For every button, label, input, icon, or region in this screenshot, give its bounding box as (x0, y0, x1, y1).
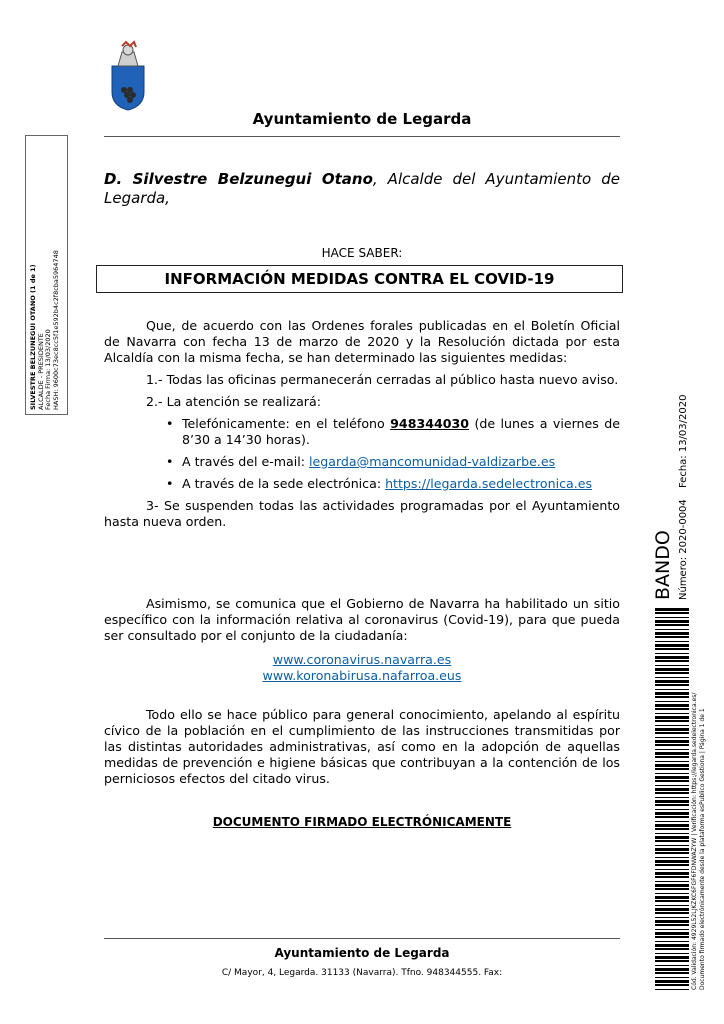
paragraph-4: 3- Se suspenden todas las actividades programadas por el Ayuntamiento hasta nueva orden. (104, 498, 620, 529)
paragraph-1: Que, de acuerdo con las Ordenes forales publicadas en el Boletín Oficial de Navarra con fecha 13 de marzo de 2020 y la Resolución dictada por esta Alcaldía con la misma fecha, se han determinado las siguientes medidas: (104, 318, 620, 365)
barcode-bar (655, 740, 689, 743)
koronabirusa-link[interactable]: www.koronabirusa.nafarroa.eus (262, 668, 462, 683)
header-title: Ayuntamiento de Legarda (252, 110, 472, 128)
barcode-bar (655, 936, 689, 938)
barcode-bar (655, 917, 689, 918)
bullet-sede-text: A través de la sede electrónica: (182, 476, 386, 491)
signer-name: SILVESTRE BELZUNEGUI OTANO (1 de 1) (29, 264, 37, 410)
barcode-bar (655, 821, 689, 822)
barcode-bar (655, 620, 689, 623)
barcode-bar (655, 744, 689, 746)
barcode-bar (655, 612, 689, 614)
barcode-bar (655, 944, 689, 947)
barcode-bar (655, 833, 689, 834)
barcode-bar (655, 749, 689, 750)
barcode-bar (655, 852, 689, 854)
barcode-bar (655, 780, 689, 782)
barcode-bar (655, 948, 689, 950)
paragraph-3: 2.- La atención se realizará: (146, 394, 321, 409)
barcode-bar (655, 812, 689, 815)
barcode-bar (655, 641, 689, 642)
footer-divider (104, 938, 620, 939)
barcode-bar (655, 984, 689, 986)
barcode-bar (655, 608, 689, 611)
barcode-bar (655, 660, 689, 662)
barcode-bar (655, 968, 689, 971)
barcode-bar (655, 636, 689, 638)
signed-notice: DOCUMENTO FIRMADO ELECTRÓNICAMENTE (212, 815, 512, 829)
barcode-bar (655, 920, 689, 923)
closing-section (104, 707, 620, 787)
barcode-bar (655, 689, 689, 690)
paragraph-2: 1.- Todas las oficinas permanecerán cerradas al público hasta nuevo aviso. (146, 372, 619, 387)
bullet-phone (104, 416, 620, 448)
barcode-bar (655, 728, 689, 731)
barcode-bar (655, 929, 689, 930)
mayor-role: , Alcalde del Ayuntamiento de Legarda, (104, 170, 620, 207)
sede-link[interactable]: https://legarda.sedelectronica.es (385, 476, 593, 491)
bullet-email-text: A través del e-mail: (182, 454, 309, 469)
barcode-bar (655, 737, 689, 738)
barcode-bar (655, 644, 689, 647)
barcode-bar (655, 869, 689, 870)
barcode-bar (655, 684, 689, 686)
barcode-bar (655, 932, 689, 935)
barcode-bar (655, 665, 689, 666)
barcode-bar (655, 912, 689, 914)
barcode-bar (655, 881, 689, 882)
barcode-bar (655, 668, 689, 671)
intro-paragraph (104, 170, 620, 208)
barcode-bar (655, 624, 689, 626)
barcode-bar (655, 704, 689, 707)
barcode-bar (655, 828, 689, 830)
barcode-bar (655, 956, 689, 959)
footer-address: C/ Mayor, 4, Legarda. 31133 (Navarra). Tfno. 948344555. Fax: (221, 968, 503, 978)
barcode-bar (655, 648, 689, 650)
phone-number: 948344030 (390, 416, 470, 431)
barcode-bar (655, 824, 689, 827)
barcode-bar (655, 924, 689, 926)
barcode-bar (655, 848, 689, 851)
barcode-bar (655, 857, 689, 858)
barcode-bar (655, 617, 689, 618)
document-heading: INFORMACIÓN MEDIDAS CONTRA EL COVID-19 (96, 265, 623, 293)
hace-saber-label: HACE SABER: (321, 246, 403, 260)
barcode-bar (655, 797, 689, 798)
barcode-bar (655, 860, 689, 863)
barcode-bar (655, 716, 689, 719)
barcode-bar (655, 960, 689, 962)
barcode-bar (655, 629, 689, 630)
barcode-bar (655, 893, 689, 894)
barcode-bar (655, 632, 689, 635)
bando-number: Número: 2020-0004 (678, 499, 689, 600)
verification-code: Cód. Validación: 4929L52LJKZKC6FGF6FDNWAZYW | Verificación: https://legarda.sedelectronica.es/ (691, 692, 698, 990)
barcode-bar (655, 989, 689, 990)
barcode-bar (655, 953, 689, 954)
barcode-bar (655, 804, 689, 806)
barcode-bar (655, 876, 689, 878)
coronavirus-link[interactable]: www.coronavirus.navarra.es (272, 652, 452, 667)
barcode-bar (655, 677, 689, 678)
barcode-bar (655, 692, 689, 695)
mayor-name: D. Silvestre Belzunegui Otano (104, 170, 373, 188)
barcode-bar (655, 761, 689, 762)
bullet-phone-hours: (de lunes a viernes de 8’30 a 14’30 horas). (182, 416, 620, 447)
barcode-bar (655, 888, 689, 890)
barcode-bar (655, 708, 689, 710)
verification-platform: Documento firmado electrónicamente desde la plataforma esPublico Gestiona | Página 1 de 1 (698, 708, 706, 990)
barcode-bar (655, 905, 689, 906)
barcode-bar (655, 836, 689, 839)
barcode-bar (655, 720, 689, 722)
barcode-bar (655, 896, 689, 899)
footer-title: Ayuntamiento de Legarda (274, 946, 450, 960)
barcode-bar (655, 752, 689, 755)
barcode-bar (655, 725, 689, 726)
barcode-bar (655, 713, 689, 714)
verification-text (691, 630, 706, 990)
barcode-bar (655, 653, 689, 654)
barcode-bar (655, 785, 689, 786)
barcode-bar (655, 701, 689, 702)
barcode-bar (655, 672, 689, 674)
barcode-bar (655, 941, 689, 942)
gobierno-section (104, 596, 620, 684)
barcode-bar (655, 809, 689, 810)
barcode-bar (655, 845, 689, 846)
barcode-bar (655, 656, 689, 659)
barcode-bar (655, 788, 689, 791)
barcode-bar (655, 972, 689, 974)
barcode-bar (655, 776, 689, 779)
barcode-bar (655, 908, 689, 911)
body-section (104, 318, 620, 530)
barcode-bar (655, 816, 689, 818)
paragraph-5: Asimismo, se comunica que el Gobierno de Navarra ha habilitado un sitio específico con la información relativa al coronavirus (Covid-19), para que pueda ser consultado por el conjunto de la ciudadanía: (104, 596, 620, 643)
barcode-bar (655, 900, 689, 902)
bullet-email (104, 454, 620, 470)
barcode-bar (655, 768, 689, 770)
bando-meta (678, 390, 689, 600)
barcode-bar (655, 732, 689, 734)
barcode-bar (655, 872, 689, 875)
barcode-bar (655, 884, 689, 887)
email-link[interactable]: legarda@mancomunidad-valdizarbe.es (308, 454, 556, 469)
bullet-sede (104, 476, 620, 492)
barcode-bar (655, 864, 689, 866)
barcode-bar (655, 800, 689, 803)
barcode-bar (655, 764, 689, 767)
bullet-phone-text: Telefónicamente: en el teléfono (182, 416, 391, 431)
barcode-bar (655, 756, 689, 758)
bando-date: Fecha: 13/03/2020 (678, 394, 689, 489)
verification-barcode (655, 608, 689, 990)
municipal-crest-logo (104, 40, 152, 112)
signature-date: Fecha Firma: 13/03/2020 (44, 329, 52, 410)
signer-role: ALCALDE - PRESIDENTE (36, 333, 45, 410)
barcode-bar (655, 696, 689, 698)
barcode-bar (655, 773, 689, 774)
barcode-bar (655, 680, 689, 683)
barcode-bar (655, 840, 689, 842)
paragraph-6: Todo ello se hace público para general conocimiento, apelando al espíritu cívico de la población en el cumplimiento de las instrucciones transmitidas por las distintas autoridades administrativas, así como en la adopción de aquellas medidas de prevención e higiene básicas que contribuyan a la contención de los perniciosos efectos del citado virus. (104, 707, 620, 786)
barcode-bar (655, 792, 689, 794)
signature-hash: HASH: 9600c73ec8cc5f1e592b4c2f8cba5964748 (51, 250, 60, 410)
header-divider (104, 136, 620, 137)
barcode-bar (655, 965, 689, 966)
barcode-bar (655, 977, 689, 978)
signature-stamp (30, 140, 60, 410)
bando-type: BANDO (652, 530, 674, 600)
bando-stamp (652, 390, 674, 600)
barcode-bar (655, 980, 689, 983)
